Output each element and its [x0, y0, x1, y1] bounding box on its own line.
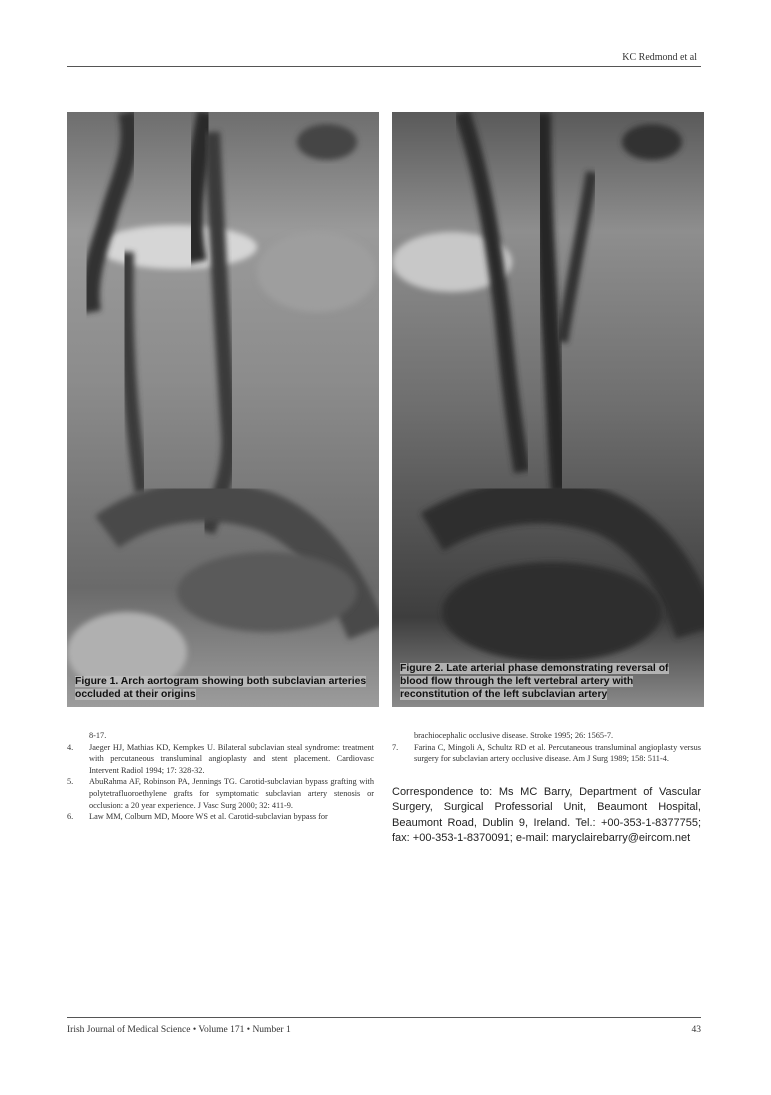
reference-text: Law MM, Colburn MD, Moore WS et al. Carotid-subclavian bypass for [89, 812, 328, 822]
figure-1 [67, 112, 379, 707]
reference-text: AbuRahma AF, Robinson PA, Jennings TG. Carotid-subclavian bypass grafting with polytetrafluoroethylene grafts for symptomatic subclavian artery stenosis or occlusion: a 20 year experience. J Vasc Surg 2000; 32: 411-9. [89, 777, 374, 810]
figure-2 [392, 112, 704, 707]
figure-1-caption: Figure 1. Arch aortogram showing both subclavian arteries occluded at their origins [75, 676, 367, 700]
reference-item [67, 742, 374, 777]
figure-2-caption: Figure 2. Late arterial phase demonstrating reversal of blood flow through the left vertebral artery with reconstitution of the left subclavian artery [400, 663, 669, 700]
angiogram-image-2 [392, 112, 704, 707]
header-rule [67, 66, 701, 67]
angiogram-image-1 [67, 112, 379, 707]
reference-item [67, 811, 374, 823]
reference-number: 7. [392, 742, 399, 752]
correspondence-note: Correspondence to: Ms MC Barry, Department of Vascular Surgery, Surgical Professorial Unit, Beaumont Hospital, Beaumont Road, Dublin 9, Ireland. Tel.: +00-353-1-8377755; fax: +00-353-1-8370091; e-mail: maryclairebarry@eircom.net [392, 785, 701, 845]
reference-number: 4. [67, 742, 74, 752]
reference-continuation: 8-17. [89, 731, 107, 740]
footer-journal: Irish Journal of Medical Science • Volume 171 • Number 1 [67, 1025, 291, 1035]
references-right-column [392, 730, 701, 847]
footer-rule [67, 1017, 701, 1018]
references-left-column [67, 730, 374, 823]
reference-number: 6. [67, 812, 74, 822]
reference-text: Farina C, Mingoli A, Schultz RD et al. Percutaneous transluminal angioplasty versus surgery for subclavian artery occlusive disease. Am J Surg 1989; 158: 511-4. [414, 742, 701, 764]
reference-number: 5. [67, 777, 74, 787]
reference-item [67, 776, 374, 811]
page-number: 43 [691, 1025, 701, 1035]
reference-item [392, 742, 701, 765]
reference-continuation: brachiocephalic occlusive disease. Stroke 1995; 26: 1565-7. [414, 731, 614, 740]
header-author: KC Redmond et al [622, 52, 697, 63]
reference-text: Jaeger HJ, Mathias KD, Kempkes U. Bilateral subclavian steal syndrome: treatment with percutaneous transluminal angioplasty and stent placement. Cardiovasc Intervent Radiol 1994; 17: 328-32. [89, 742, 374, 775]
